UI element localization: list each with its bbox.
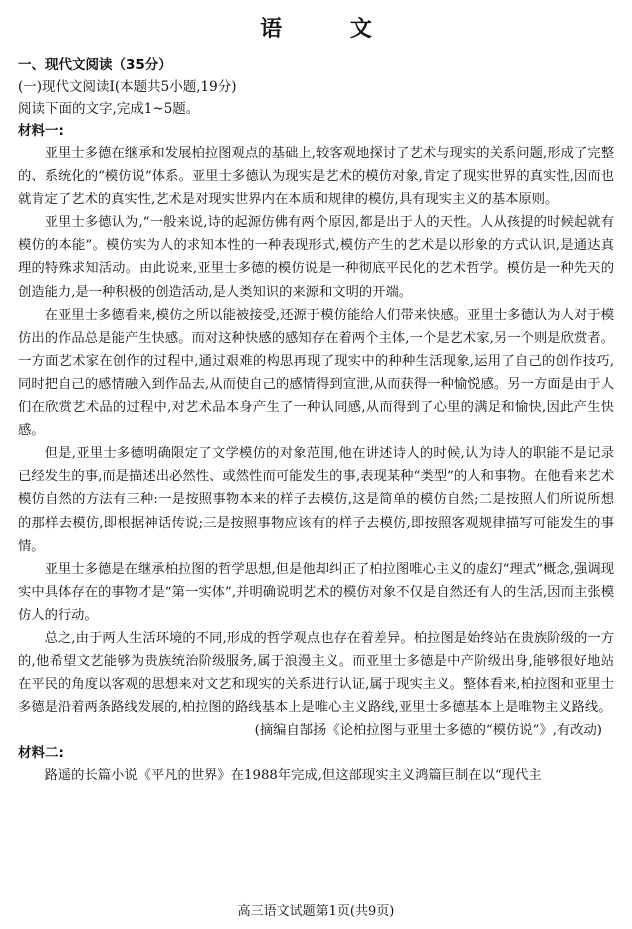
material-two-paragraph: 路遥的长篇小说《平凡的世界》在1988年完成,但这部现实主义鸿篇巨制在以“现代主 [44, 768, 542, 784]
section-heading: 一、现代文阅读（35分） [18, 57, 172, 73]
page-footer: 高三语文试题第1页(共9页) [237, 904, 395, 919]
material-one-paragraph: 但是,亚里士多德明确限定了文学模仿的对象范围,他在讲述诗人的时候,认为诗人的职能不是记录已经发生的事,而是描述出必然性、或然性而可能发生的事,表现某种“类型”的人和事物。在他看来艺术模仿自然的方法有三种:一是按照事物本来的样子去模仿,这是简单的模仿自然;二是按照人们所说所想的那样去模仿,即根据神话传说;三是按照事物应该有的样子去模仿,即按照客观规律描写可能发生的事情。 [18, 446, 614, 554]
material-one-label: 材料一: [18, 123, 64, 139]
material-one-paragraph: 在亚里士多德看来,模仿之所以能被接受,还源于模仿能给人们带来快感。亚里士多德认为人对于模仿出的作品总是能产生快感。而对这种快感的感知存在着两个主体,一个是艺术家,另一个则是欣赏者。一方面艺术家在创作的过程中,通过艰难的构思再现了现实中的种种生活现象,运用了自己的创作技巧,同时把自己的感情融入到作品去,从而使自己的感情得到宣泄,从而获得一种愉悦感。另一方面是由于人们在欣赏艺术品的过程中,对艺术品本身产生了一种认同感,从而得到了心里的满足和愉快,因此产生快感。 [18, 307, 614, 439]
subsection-heading: (一)现代文阅读Ⅰ(本题共5小题,19分) [18, 79, 237, 95]
material-one-paragraph: 总之,由于两人生活环境的不同,形成的哲学观点也存在着差异。柏拉图是始终站在贵族阶级的一方的,他希望文艺能够为贵族统治阶级服务,属于浪漫主义。而亚里士多德是中产阶级出身,能够很好地站在平民的角度以客观的思想来对文艺和现实的关系进行认证,属于现实主义。整体看来,柏拉图和亚里士多德是沿着两条路线发展的,柏拉图的路线基本上是唯心主义路线,亚里士多德基本上是唯物主义路线。 [18, 630, 614, 716]
page-title: 语 文 [260, 17, 402, 42]
material-one-paragraph: 亚里士多德认为,“一般来说,诗的起源仿佛有两个原因,都是出于人的天性。人从孩提的时候起就有模仿的本能”。模仿实为人的求知本性的一种表现形式,模仿产生的艺术是以形象的方式认识,是通达真理的特殊求知活动。由此说来,亚里士多德的模仿说是一种彻底平民化的艺术哲学。模仿是一种先天的创造能力,是一种积极的创造活动,是人类知识的来源和文明的开端。 [18, 215, 614, 300]
material-two-label: 材料二: [18, 745, 64, 762]
material-one-paragraph: 亚里士多德在继承和发展柏拉图观点的基础上,较客观地探讨了艺术与现实的关系问题,形成了完整的、系统化的“模仿说”体系。亚里士多德认为现实是艺术的模仿对象,肯定了现实世界的真实性,因而也就肯定了艺术的真实性,艺术是对现实世界内在本质和规律的模仿,具有现实主义的基本原则。 [18, 146, 614, 208]
material-one-source: (摘编自郜扬《论柏拉图与亚里士多德的“模仿说”》,有改动) [254, 723, 602, 739]
material-one-paragraph: 亚里士多德是在继承柏拉图的哲学思想,但是他却纠正了柏拉图唯心主义的虚幻“理式”概念,强调现实中具体存在的事物才是“第一实体”,并明确说明艺术的模仿对象不仅是自然还有人的生活,因而主张模仿人的行动。 [18, 561, 614, 623]
instruction-text: 阅读下面的文字,完成1~5题。 [18, 101, 200, 117]
